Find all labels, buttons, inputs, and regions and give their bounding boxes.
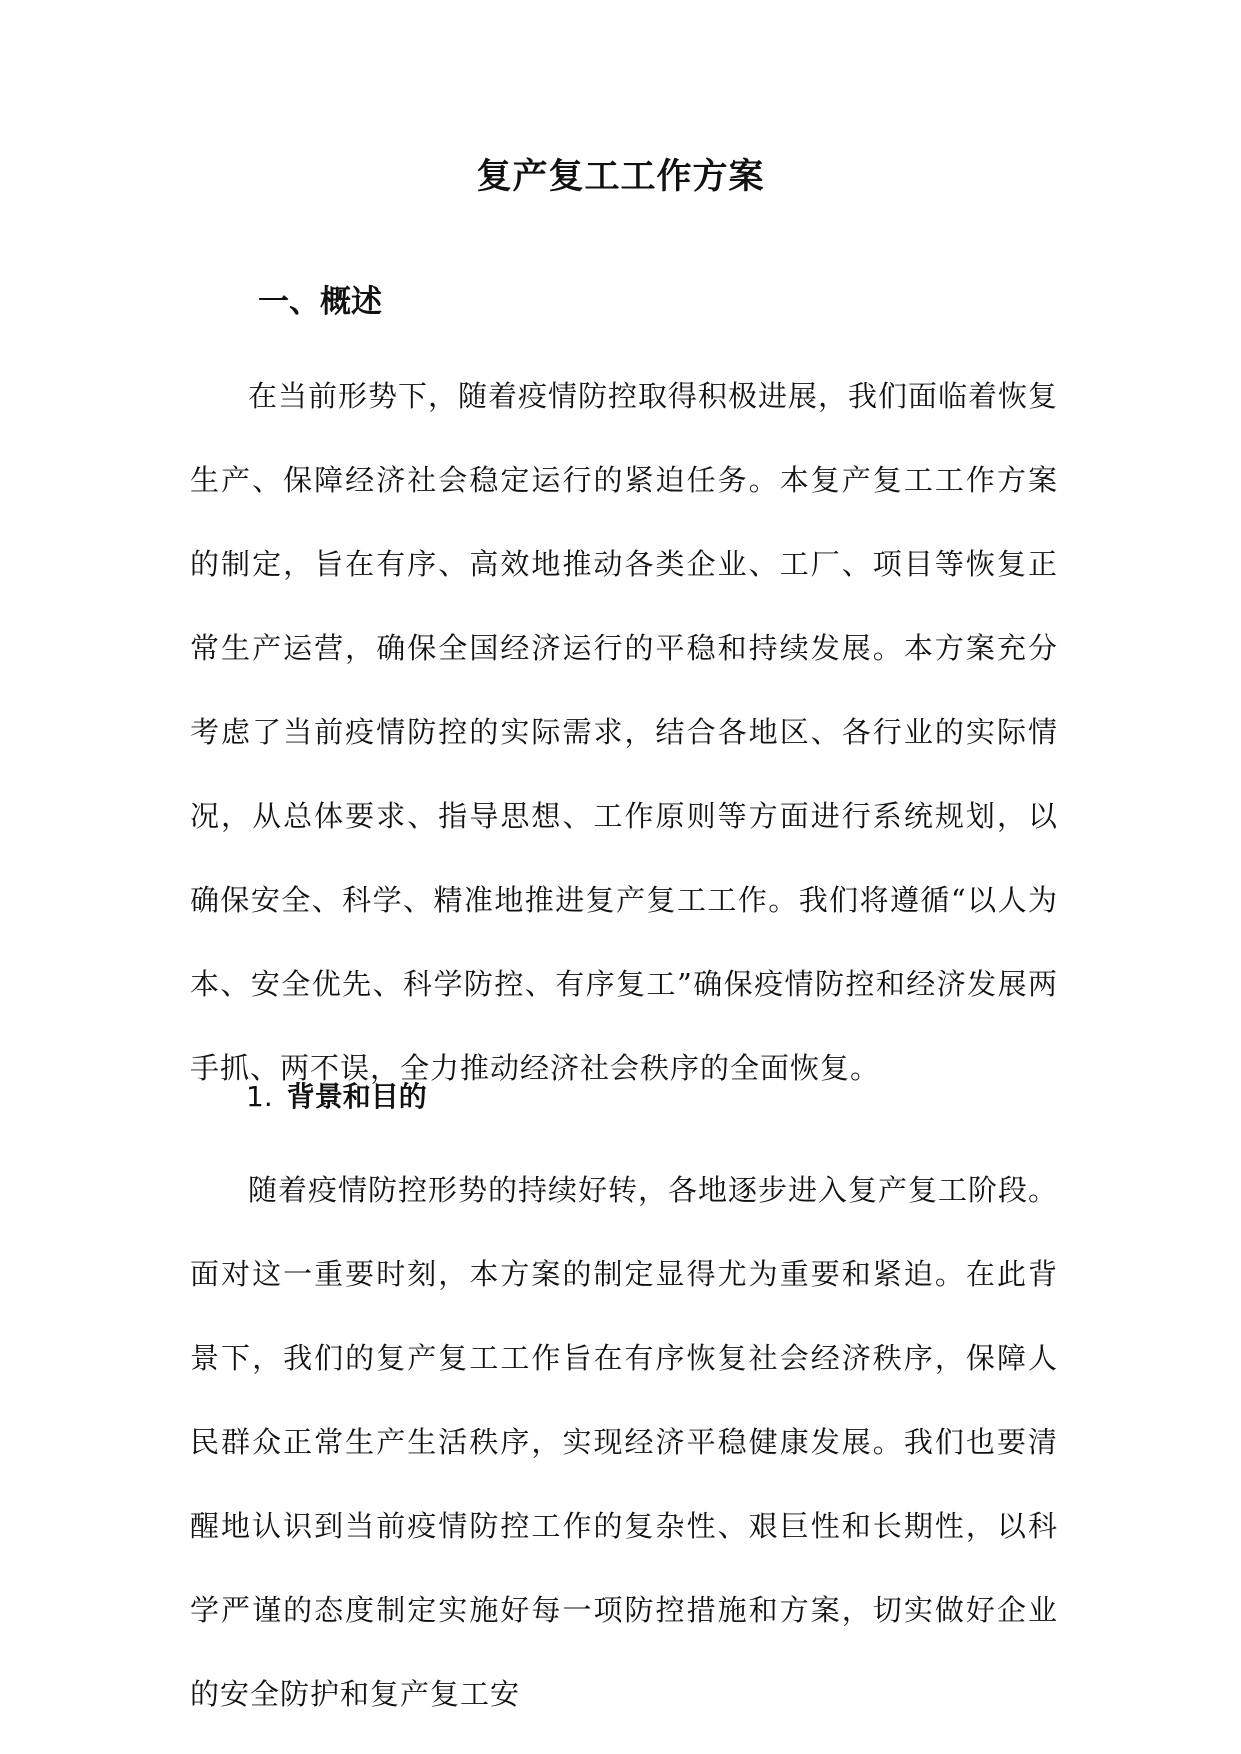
subsection-number: 1. xyxy=(246,1080,273,1113)
section-heading-overview: 一、概述 xyxy=(258,284,382,320)
subsection-heading-background xyxy=(246,1075,427,1119)
overview-paragraph: 在当前形势下，随着疫情防控取得积极进展，我们面临着恢复生产、保障经济社会稳定运行的紧迫任务。本复产复工工作方案的制定，旨在有序、高效地推动各类企业、工厂、项目等恢复正常生产运营，确保全国经济运行的平稳和持续发展。本方案充分考虑了当前疫情防控的实际需求，结合各地区、各行业的实际情况，从总体要求、指导思想、工作原则等方面进行系统规划，以确保安全、科学、精准地推进复产复工工作。我们将遵循“以人为本、安全优先、科学防控、有序复工”确保疫情防控和经济发展两手抓、两不误，全力推动经济社会秩序的全面恢复。 xyxy=(190,379,1059,1085)
subsection-title: 背景和目的 xyxy=(286,1080,427,1113)
document-title: 复产复工工作方案 xyxy=(476,157,765,197)
background-paragraph: 随着疫情防控形势的持续好转，各地逐步进入复产复工阶段。面对这一重要时刻，本方案的制定显得尤为重要和紧迫。在此背景下，我们的复产复工工作旨在有序恢复社会经济秩序，保障人民群众正常生产生活秩序，实现经济平稳健康发展。我们也要清醒地认识到当前疫情防控工作的复杂性、艰巨性和长期性，以科学严谨的态度制定实施好每一项防控措施和方案，切实做好企业的安全防护和复产复工安 xyxy=(190,1173,1059,1711)
